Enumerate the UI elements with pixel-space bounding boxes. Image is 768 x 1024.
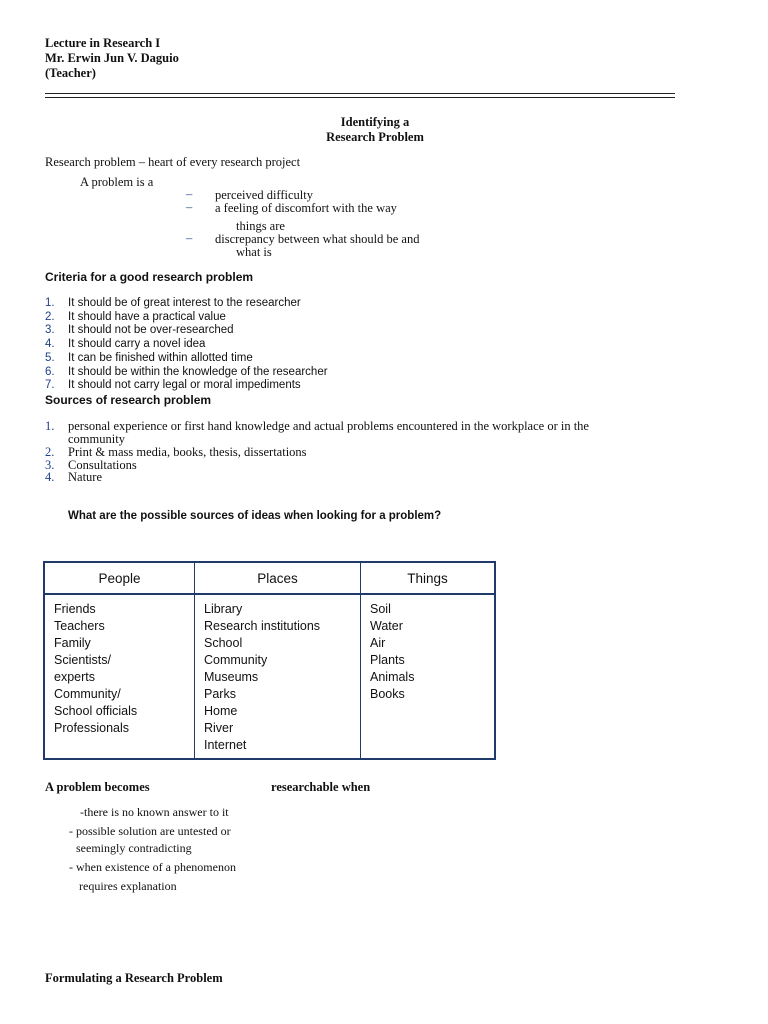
researchable-point: - possible solution are untested or	[69, 824, 231, 838]
list-item: Home	[204, 704, 238, 718]
list-item: Community/	[54, 687, 121, 701]
bullet-dash: –	[186, 200, 193, 214]
list-number: 3.	[45, 324, 55, 337]
list-item: Friends	[54, 602, 96, 616]
source-item-continued: community	[68, 432, 125, 446]
places-cell	[195, 594, 361, 759]
list-item: River	[204, 721, 234, 735]
list-item: Museums	[204, 670, 259, 684]
list-item: Research institutions	[204, 619, 321, 633]
things-cell	[361, 594, 496, 759]
table-header-row	[44, 562, 495, 594]
list-item: Scientists/	[54, 653, 111, 667]
criteria-item: It can be finished within allotted time	[68, 351, 253, 364]
criteria-item: It should carry a novel idea	[68, 338, 206, 351]
list-item: Water	[370, 619, 403, 633]
bullet-item-continued: things are	[236, 219, 285, 233]
list-number: 4.	[45, 338, 55, 351]
list-item: Library	[204, 602, 243, 616]
list-number: 2.	[45, 445, 55, 459]
ideas-question: What are the possible sources of ideas when looking for a problem?	[68, 510, 442, 522]
criteria-item: It should be within the knowledge of the researcher	[68, 365, 328, 378]
list-number: 1.	[45, 419, 55, 433]
list-number: 2.	[45, 310, 55, 323]
people-cell	[44, 594, 195, 759]
source-item: Consultations	[68, 458, 137, 472]
ideas-table	[43, 561, 496, 760]
list-item: Books	[370, 687, 405, 701]
list-number: 5.	[45, 351, 55, 364]
column-header-people: People	[44, 562, 195, 594]
teacher-name: Mr. Erwin Jun V. Daguio	[45, 51, 179, 65]
teacher-role: (Teacher)	[45, 66, 96, 80]
definition-text: Research problem – heart of every research project	[45, 155, 301, 169]
bullet-item: perceived difficulty	[215, 188, 313, 202]
list-item: School officials	[54, 704, 138, 718]
column-header-places: Places	[195, 562, 361, 594]
list-item: Internet	[204, 738, 247, 752]
problem-is-label: A problem is a	[80, 175, 154, 189]
table-row	[44, 594, 495, 759]
formulating-heading: Formulating a Research Problem	[45, 971, 223, 985]
criteria-heading: Criteria for a good research problem	[45, 270, 254, 284]
sources-heading: Sources of research problem	[45, 393, 212, 407]
researchable-point-continued: requires explanation	[79, 879, 177, 893]
bullet-item: discrepancy between what should be and	[215, 232, 420, 246]
list-item: Parks	[204, 687, 236, 701]
page-title-line2: Research Problem	[326, 130, 424, 144]
list-item: Plants	[370, 653, 405, 667]
criteria-item: It should be of great interest to the researcher	[68, 297, 301, 309]
list-number: 7.	[45, 379, 55, 392]
source-item: Print & mass media, books, thesis, dissertations	[68, 445, 307, 459]
source-item: Nature	[68, 470, 103, 484]
bullet-item-continued: what is	[236, 245, 272, 259]
list-number: 1.	[45, 297, 55, 309]
list-item: Community	[204, 653, 268, 667]
criteria-item: It should not be over-researched	[68, 324, 234, 337]
course-title: Lecture in Research I	[45, 36, 161, 50]
header-divider	[45, 93, 675, 98]
list-item: Teachers	[54, 619, 105, 633]
list-number: 6.	[45, 365, 55, 378]
list-number: 4.	[45, 470, 55, 484]
column-header-things: Things	[361, 562, 496, 594]
list-item: Animals	[370, 670, 415, 684]
list-item: experts	[54, 670, 95, 684]
source-item: personal experience or first hand knowledge and actual problems encountered in the workplace or in the	[68, 419, 589, 433]
list-item: Air	[370, 636, 386, 650]
researchable-heading-a: A problem becomes	[45, 780, 150, 794]
page-title-line1: Identifying a	[340, 115, 410, 129]
researchable-point: - when existence of a phenomenon	[69, 860, 236, 874]
list-item: Soil	[370, 602, 391, 616]
bullet-dash: –	[186, 187, 193, 201]
list-item: School	[204, 636, 243, 650]
researchable-point-continued: seemingly contradicting	[76, 841, 192, 855]
criteria-item: It should have a practical value	[68, 310, 226, 323]
list-item: Family	[54, 636, 91, 650]
list-number: 3.	[45, 458, 55, 472]
bullet-dash: –	[186, 231, 193, 245]
list-item: Professionals	[54, 721, 130, 735]
researchable-point: -there is no known answer to it	[80, 805, 229, 819]
bullet-item: a feeling of discomfort with the way	[215, 201, 397, 215]
criteria-item: It should not carry legal or moral impediments	[68, 379, 301, 392]
researchable-heading-b: researchable when	[271, 780, 371, 794]
